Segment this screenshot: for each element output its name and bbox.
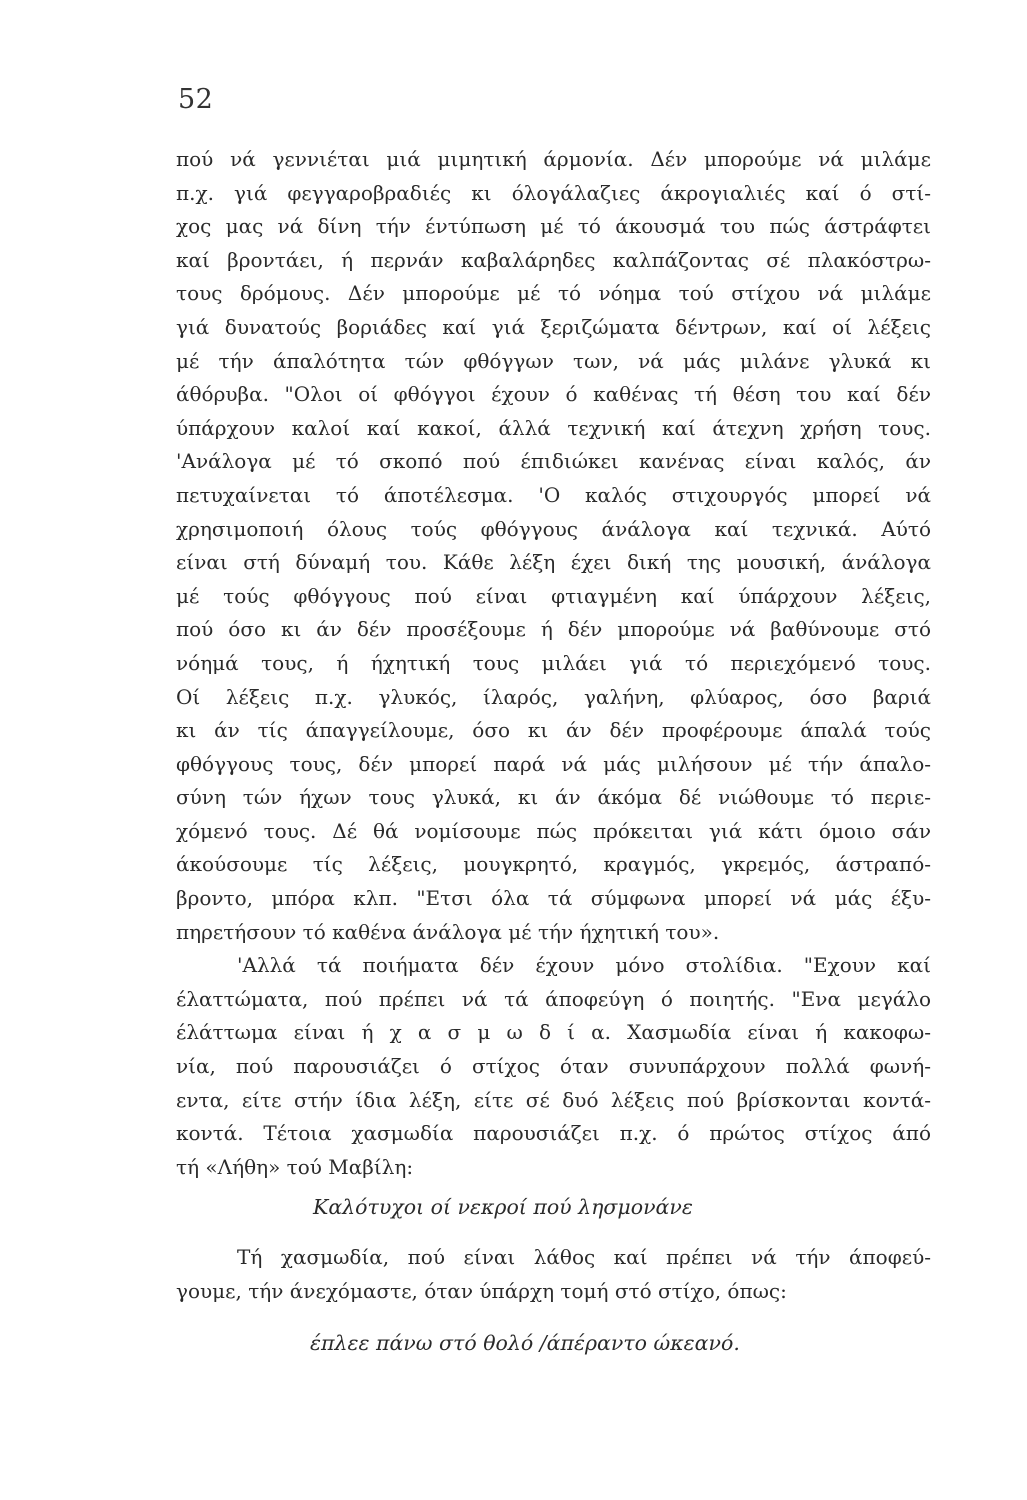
text-line: καί βροντάει, ή περνάν καβαλάρηδες καλπάζοντας σέ πλακόστρω- (176, 247, 931, 272)
text-line: φθόγγους τους, δέν μπορεί παρά νά μάς μιλήσουν μέ τήν άπαλο- (176, 751, 931, 776)
text-line: γιά δυνατούς βοριάδες καί γιά ξεριζώματα δέντρων, καί οί λέξεις (176, 314, 931, 339)
text-line: έλαττώματα, πού πρέπει νά τά άποφεύγη ό ποιητής. "Ενα μεγάλο (176, 986, 931, 1011)
verse-quote-2: έπλεε πάνω στό θολό /άπέραντο ώκεανό. (310, 1331, 740, 1355)
text-line: εντα, είτε στήν ίδια λέξη, είτε σέ δυό λέξεις πού βρίσκονται κοντά- (176, 1087, 931, 1112)
text-line: γουμε, τήν άνεχόμαστε, όταν ύπάρχη τομή στό στίχο, όπως: (176, 1278, 787, 1303)
text-line: πετυχαίνεται τό άποτέλεσμα. 'Ο καλός στιχουργός μπορεί νά (176, 482, 931, 507)
text-line: τή «Λήθη» τού Μαβίλη: (176, 1154, 414, 1179)
text-line: κοντά. Τέτοια χασμωδία παρουσιάζει π.χ. ό πρώτος στίχος άπό (176, 1121, 931, 1146)
text-line: 'Αλλά τά ποιήματα δέν έχουν μόνο στολίδια. "Εχουν καί (237, 953, 931, 978)
text-line: σύνη τών ήχων τους γλυκά, κι άν άκόμα δέ νιώθουμε τό περιε- (176, 785, 931, 810)
text-line: μέ τούς φθόγγους πού είναι φτιαγμένη καί ύπάρχουν λέξεις, (176, 583, 931, 608)
text-line: τους δρόμους. Δέν μπορούμε μέ τό νόημα τού στίχου νά μιλάμε (176, 281, 931, 306)
verse-quote-1: Καλότυχοι οί νεκροί πού λησμονάνε (313, 1195, 693, 1219)
text-line: νία, πού παρουσιάζει ό στίχος όταν συνυπάρχουν πολλά φωνή- (176, 1054, 931, 1079)
text-line: Τή χασμωδία, πού είναι λάθος καί πρέπει νά τήν άποφεύ- (237, 1245, 931, 1269)
text-line: χρησιμοποιή όλους τούς φθόγγους άνάλογα καί τεχνικά. Αύτό (176, 516, 931, 541)
text-line: νόημά τους, ή ήχητική τους μιλάει γιά τό περιεχόμενό τους. (176, 650, 931, 675)
page-number: 52 (178, 84, 214, 115)
text-line: ύπάρχουν καλοί καί κακοί, άλλά τεχνική καί άτεχνη χρήση τους. (176, 415, 931, 440)
text-line: 'Ανάλογα μέ τό σκοπό πού έπιδιώκει κανένας είναι καλός, άν (176, 449, 931, 474)
text-line: άθόρυβα. "Ολοι οί φθόγγοι έχουν ό καθένας τή θέση του καί δέν (176, 382, 931, 407)
text-line: μέ τήν άπαλότητα τών φθόγγων των, νά μάς μιλάνε γλυκά κι (176, 348, 931, 373)
text-line: πού νά γεννιέται μιά μιμητική άρμονία. Δέν μπορούμε νά μιλάμε (176, 147, 931, 171)
text-line: βροντο, μπόρα κλπ. "Ετσι όλα τά σύμφωνα μπορεί νά μάς έξυ- (176, 886, 931, 911)
text-line: πηρετήσουν τό καθένα άνάλογα μέ τήν ήχητική του». (176, 919, 720, 944)
closing-paragraph (176, 1241, 931, 1308)
text-line: Οί λέξεις π.χ. γλυκός, ίλαρός, γαλήνη, φλύαρος, όσο βαριά (176, 684, 931, 709)
text-line: έλάττωμα είναι ή χ α σ μ ω δ ί α. Χασμωδία είναι ή κακοφω- (176, 1020, 931, 1045)
text-line: χος μας νά δίνη τήν έντύπωση μέ τό άκουσμά του πώς άστράφτει (176, 214, 931, 239)
text-line: πού όσο κι άν δέν προσέξουμε ή δέν μπορούμε νά βαθύνουμε στό (176, 617, 931, 642)
text-line: κι άν τίς άπαγγείλουμε, όσο κι άν δέν προφέρουμε άπαλά τούς (176, 718, 931, 743)
text-line: π.χ. γιά φεγγαροβραδιές κι όλογάλαζιες άκρογιαλιές καί ό στί- (176, 180, 931, 205)
text-line: άκούσουμε τίς λέξεις, μουγκρητό, κραγμός, γκρεμός, άστραπό- (176, 852, 931, 877)
text-line: χόμενό τους. Δέ θά νομίσουμε πώς πρόκειται γιά κάτι όμοιο σάν (176, 818, 931, 843)
main-paragraphs (176, 143, 931, 1184)
text-line: είναι στή δύναμή του. Κάθε λέξη έχει δική της μουσική, άνάλογα (176, 550, 931, 575)
